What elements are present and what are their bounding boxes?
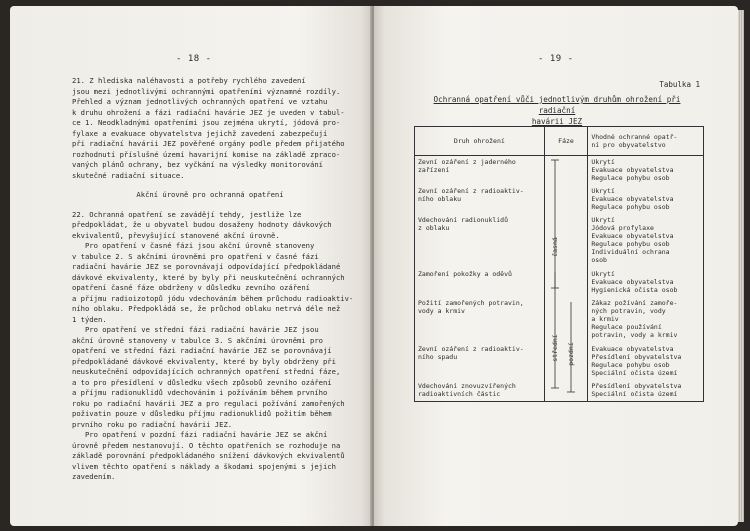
text-line: 22. Ochranná opatření se zavádějí tehdy, jestliže lze <box>72 209 302 219</box>
text-line: vlivem těchto opatření s náklady a škodami spojenými s jejich <box>72 461 336 471</box>
left-page-body <box>72 76 354 483</box>
text-line: Pro opatření ve střední fázi radiační havárie JEZ jsou <box>72 325 319 334</box>
threat-cell: Požití zamořených potravin, vody a krmiv <box>415 297 545 343</box>
text-line: ekvivalentů, převyšující stanovené akční úrovně. <box>72 230 280 240</box>
text-line: Akční úrovně pro ochranná opatření <box>136 190 284 199</box>
phase-label-early: časná <box>551 237 559 257</box>
header-threat: Druh ohrožení <box>415 127 545 156</box>
text-line: předpokládat, že u obyvatel budou dosaženy hodnoty dávkových <box>72 220 332 229</box>
text-line: vaných plánů ochrany, bez vyčkání na výsledky monitorování <box>72 160 323 169</box>
measures-cell: Evakuace obyvatelstva Přesídlení obyvatelstva Regulace pohybu osob Speciální očista území <box>588 343 704 380</box>
text-line: Pro opatření v pozdní fázi radiační havárie JEZ se akční <box>72 430 328 439</box>
measures-cell: Přesídlení obyvatelstva Speciální očista území <box>588 380 704 401</box>
page-edges <box>738 10 744 522</box>
text-line: v tabulce 2. S akčními úrovněmi pro opatření v časné fázi <box>72 251 319 261</box>
text-line: opatření časné fáze obdrženy v důsledku zevního ozáření <box>72 283 310 292</box>
table-caption-line1: Ochranná opatření vůči jednotlivým druhům ohrožení při radiační <box>433 95 681 115</box>
threat-cell: Zevní ozáření z jaderného zařízení <box>415 156 545 186</box>
text-line: a příjmu radionuklidů vdechováním i požíváním během prvního <box>72 388 328 397</box>
text-line: 21. Z hlediska naléhavosti a potřeby rychlého zavedení <box>72 76 306 85</box>
text-line: zavedením. <box>72 472 116 481</box>
text-line: základě porovnání předpokládaného snížení dávkových ekvivalentů <box>72 451 345 460</box>
header-measures: Vhodné ochranné opatř- ní pro obyvatelstvo <box>588 127 704 156</box>
text-line: ního oblaku. Předpokládá se, že průchod oblaku netrvá déle než <box>72 304 341 313</box>
text-line: skutečné radiační situace. <box>72 170 185 180</box>
measures-cell: Ukrytí Evakuace obyvatelstva Regulace pohybu osob <box>588 156 704 186</box>
text-line <box>72 181 348 190</box>
text-line: Přehled a význam jednotlivých ochranných opatření ve vztahu <box>72 97 328 106</box>
text-line: poživatin pouze v důsledku příjmu radionuklidů požitím během <box>72 409 332 418</box>
text-line: při radiační havárii JEZ pověřené orgány podle předem přijatého <box>72 139 345 148</box>
text-line: dávkové ekvivalenty, které by byly při neuskutečnění ochranných <box>72 272 345 282</box>
text-line: radiační havárie JEZ se porovnávají odpovídající předpokládané <box>72 262 341 271</box>
text-line: rozhodnutí příslušné území havarijní komise na základě zpraco- <box>72 149 341 159</box>
table-label: Tabulka 1 <box>659 80 700 89</box>
phase-label-middle: střední <box>551 334 559 362</box>
text-line: předpokládané dávkové ekvivalenty, které by byly obdrženy při <box>72 356 336 366</box>
text-line: 1 týden. <box>72 314 107 324</box>
text-line: úrovně předem nestanovují. O těchto opatřeních se rozhoduje na <box>72 440 341 450</box>
text-line: a příjmu radioizotopů jódu vdechováním během průchodu radioaktiv- <box>72 293 354 303</box>
left-page <box>10 6 372 526</box>
text-line: jsou mezi jednotlivými ochrannými opatřeními významné rozdíly. <box>72 86 341 96</box>
text-line: a to pro přesídlení v důsledku všech způsobů zevního ozáření <box>72 377 332 387</box>
text-line: neuskutečnění odpovídajících ochranných opatření střední fáze, <box>72 367 341 376</box>
measures-cell: Zákaz požívání zamoře- ných potravin, vody a krmiv Regulace používání potravin, vody a krmiv <box>588 297 704 343</box>
measures-cell: Ukrytí Evakuace obyvatelstva Regulace pohybu osob <box>588 185 704 214</box>
right-page <box>374 6 738 526</box>
right-page-number: - 19 - <box>538 54 574 64</box>
header-phase: Fáze <box>544 127 588 156</box>
measures-cell: Ukrytí Jódová profylaxe Evakuace obyvatelstva Regulace pohybu osob Individuální ochrana osob <box>588 214 704 268</box>
measures-cell: Ukrytí Evakuace obyvatelstva Hygienická očista osob <box>588 268 704 297</box>
text-line: roku po radiační havárii JEZ a pro regulaci požívání zamořených <box>72 398 345 408</box>
table-caption-line2: havárii JEZ <box>531 117 583 126</box>
text-line: ce 1. Neodkladnými opatřeními jsou zejména ukrytí, jódová pro- <box>72 118 341 127</box>
text-line: opatření ve střední fázi radiační havárie JEZ se porovnávají <box>72 346 332 355</box>
text-line: Pro opatření v časné fázi jsou akční úrovně stanoveny <box>72 241 315 250</box>
text-line: fylaxe a evakuace obyvatelstva jejichž zavedení zabezpečují <box>72 128 328 138</box>
text-line: k druhu ohrožení a fázi radiační havárie JEZ je uveden v tabul- <box>72 107 345 117</box>
threat-cell: Zevní ozáření z radioaktiv- ního oblaku <box>415 185 545 214</box>
threat-cell: Zamoření pokožky a oděvů <box>415 268 545 297</box>
left-page-number: - 18 - <box>176 54 212 64</box>
text-line <box>72 201 348 210</box>
book-spread <box>10 6 738 526</box>
threat-cell: Zevní ozáření z radioaktiv- ního spadu <box>415 343 545 380</box>
threat-cell: Vdechování radionuklidů z oblaku <box>415 214 545 268</box>
phase-label-late: pozdní <box>567 342 575 366</box>
text-line: prvního roku po radiační havárii JEZ. <box>72 419 233 429</box>
phase-brackets <box>547 152 591 402</box>
text-line: akční úrovně stanoveny v tabulce 3. S akčními úrovněmi pro <box>72 335 323 345</box>
threat-cell: Vdechování znovuzvířených radioaktivních částic <box>415 380 545 401</box>
table-caption <box>414 94 700 127</box>
